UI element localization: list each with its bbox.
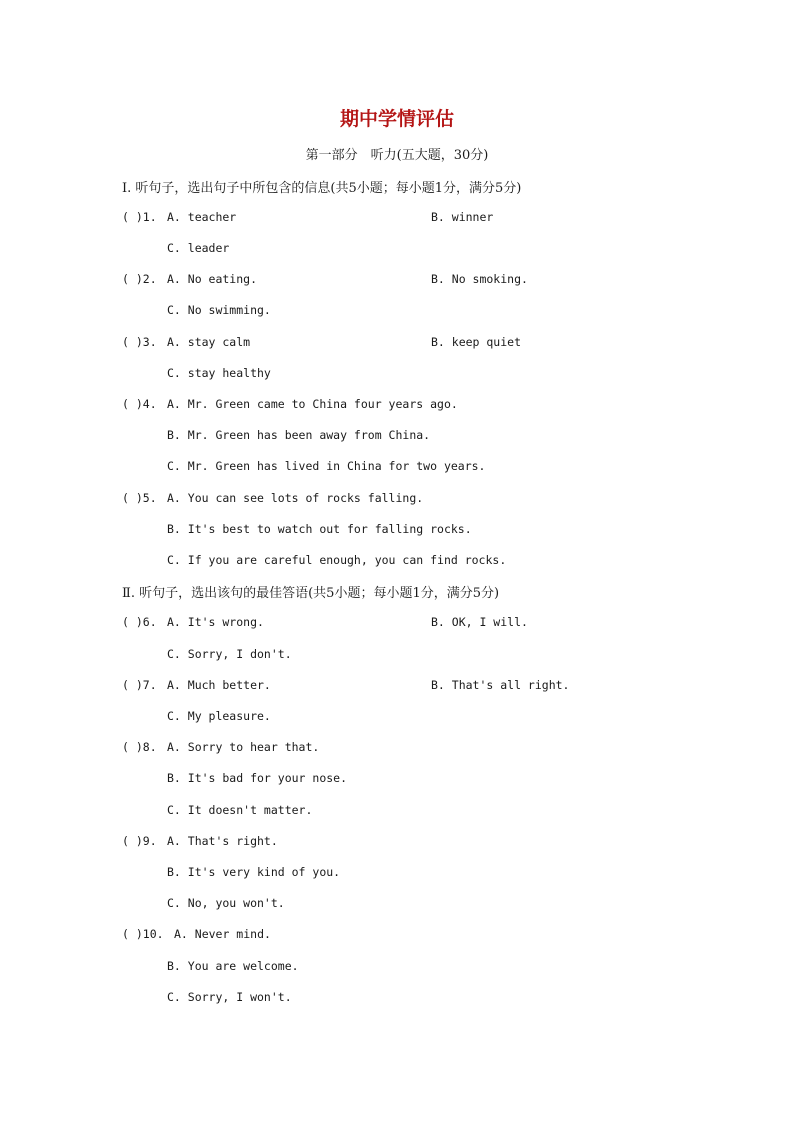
option-c: C. leader <box>167 241 230 255</box>
option-b: B. Mr. Green has been away from China. <box>167 428 431 442</box>
option-a: A. stay calm <box>167 335 251 349</box>
option-a: A. No eating. <box>167 272 258 286</box>
question-number: 10. <box>142 927 164 941</box>
answer-blank[interactable]: ( ) <box>122 272 143 286</box>
answer-blank[interactable]: ( ) <box>122 927 143 941</box>
option-a: A. teacher <box>167 210 237 224</box>
answer-blank[interactable]: ( ) <box>122 678 143 692</box>
option-c: C. stay healthy <box>167 366 271 380</box>
section-heading-2: Ⅱ. 听句子，选出该句的最佳答语(共5小题；每小题1分，满分5分) <box>122 586 500 601</box>
page-title: 期中学情评估 <box>339 108 454 130</box>
option-c: C. My pleasure. <box>167 709 271 723</box>
option-b: B. It's very kind of you. <box>167 865 341 879</box>
question-number: 6. <box>142 615 157 629</box>
option-a: A. You can see lots of rocks falling. <box>167 491 424 505</box>
question-row <box>122 677 157 693</box>
option-a: A. That's right. <box>167 834 278 848</box>
answer-blank[interactable]: ( ) <box>122 210 143 224</box>
question-number: 8. <box>142 740 157 754</box>
section-heading-1: Ⅰ. 听句子，选出句子中所包含的信息(共5小题；每小题1分，满分5分) <box>122 181 522 196</box>
option-b: B. That's all right. <box>431 678 570 692</box>
question-number: 3. <box>142 335 157 349</box>
question-row <box>122 334 157 350</box>
question-number: 4. <box>142 397 157 411</box>
option-a: A. Never mind. <box>174 927 271 941</box>
question-number: 5. <box>142 491 157 505</box>
question-row <box>122 614 157 630</box>
option-c: C. If you are careful enough, you can find rocks. <box>167 553 507 567</box>
option-c: C. Mr. Green has lived in China for two years. <box>167 459 486 473</box>
option-b: B. It's best to watch out for falling rocks. <box>167 522 472 536</box>
question-row <box>122 833 157 849</box>
answer-blank[interactable]: ( ) <box>122 615 143 629</box>
question-number: 2. <box>142 272 157 286</box>
question-number: 7. <box>142 678 157 692</box>
option-c: C. No swimming. <box>167 303 271 317</box>
question-number: 1. <box>142 210 157 224</box>
option-a: A. Much better. <box>167 678 271 692</box>
question-row <box>122 271 157 287</box>
answer-blank[interactable]: ( ) <box>122 335 143 349</box>
option-c: C. No, you won't. <box>167 896 285 910</box>
answer-blank[interactable]: ( ) <box>122 740 143 754</box>
option-c: C. It doesn't matter. <box>167 803 313 817</box>
option-a: A. It's wrong. <box>167 615 264 629</box>
answer-blank[interactable]: ( ) <box>122 834 143 848</box>
option-b: B. You are welcome. <box>167 959 299 973</box>
question-row <box>122 490 157 506</box>
question-row <box>122 926 164 942</box>
option-c: C. Sorry, I won't. <box>167 990 292 1004</box>
option-b: B. OK, I will. <box>431 615 528 629</box>
option-a: A. Mr. Green came to China four years ago. <box>167 397 458 411</box>
option-a: A. Sorry to hear that. <box>167 740 320 754</box>
option-b: B. No smoking. <box>431 272 528 286</box>
question-row <box>122 209 157 225</box>
question-row <box>122 396 157 412</box>
question-number: 9. <box>142 834 157 848</box>
option-c: C. Sorry, I don't. <box>167 647 292 661</box>
option-b: B. It's bad for your nose. <box>167 771 348 785</box>
option-b: B. keep quiet <box>431 335 522 349</box>
question-row <box>122 739 157 755</box>
page-subtitle: 第一部分 听力(五大题，30分) <box>305 148 489 163</box>
answer-blank[interactable]: ( ) <box>122 491 143 505</box>
option-b: B. winner <box>431 210 494 224</box>
answer-blank[interactable]: ( ) <box>122 397 143 411</box>
